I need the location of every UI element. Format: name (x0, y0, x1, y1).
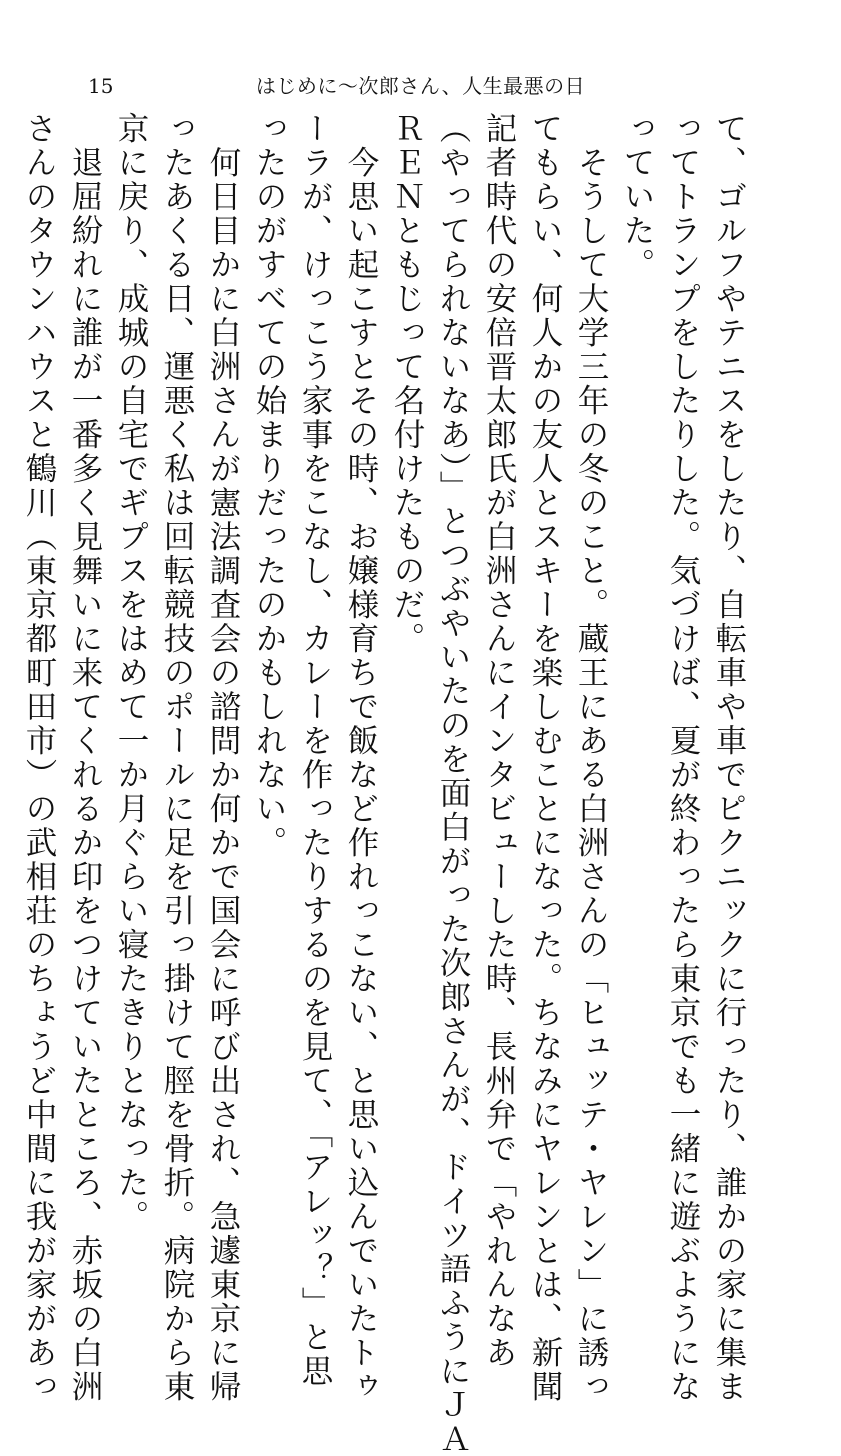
text-line-7: （やってられないなあ）」とつぶやいたのを面白がった次郎さんが、ドイツ語ふうにＪＡ (435, 112, 471, 1456)
text-line-4: そうして大学三年の冬のこと。蔵王にある白洲さんの「ヒュッテ・ヤレン」に誘っ (573, 112, 609, 1404)
text-line-6: 記者時代の安倍晋太郎氏が白洲さんにインタビューした時、長州弁で「やれんなあ (481, 112, 517, 1370)
running-header: はじめに〜次郎さん、人生最悪の日 (255, 74, 586, 98)
text-line-1: て、ゴルフやテニスをしたり、自転車や車でピクニックに行ったり、誰かの家に集ま (711, 112, 747, 1404)
text-line-13: ったあくる日、運悪く私は回転競技のポールに足を引っ掛けて脛を骨折。病院から東 (159, 112, 195, 1404)
text-line-3: っていた。 (619, 112, 655, 282)
text-line-15: 退屈紛れに誰が一番多く見舞いに来てくれるか印をつけていたところ、赤坂の白洲 (67, 112, 103, 1404)
text-line-8: ＲＥＮともじって名付けたものだ。 (389, 112, 425, 656)
text-line-10: ーラが、けっこう家事をこなし、カレーを作ったりするのを見て、「アレッ？」と思 (297, 112, 333, 1389)
text-line-16: さんのタウンハウスと鶴川（東京都町田市）の武相荘のちょうど中間に我が家があっ (21, 112, 57, 1404)
body-text (21, 112, 752, 1456)
text-line-11: ったのがすべての始まりだったのかもしれない。 (251, 112, 287, 860)
page-number: 15 (88, 74, 114, 98)
text-line-2: ってトランプをしたりした。気づけば、夏が終わったら東京でも一緒に遊ぶようにな (665, 112, 701, 1404)
text-line-5: てもらい、何人かの友人とスキーを楽しむことになった。ちなみにヤレンとは、新聞 (527, 112, 563, 1404)
text-line-12: 何日目かに白洲さんが憲法調査会の諮問か何かで国会に呼び出され、急遽東京に帰 (205, 112, 241, 1404)
text-line-9: 今思い起こすとその時、お嬢様育ちで飯など作れっこない、と思い込んでいたトゥ (343, 112, 379, 1404)
text-line-14: 京に戻り、成城の自宅でギプスをはめて一か月ぐらい寝たきりとなった。 (113, 112, 149, 1234)
